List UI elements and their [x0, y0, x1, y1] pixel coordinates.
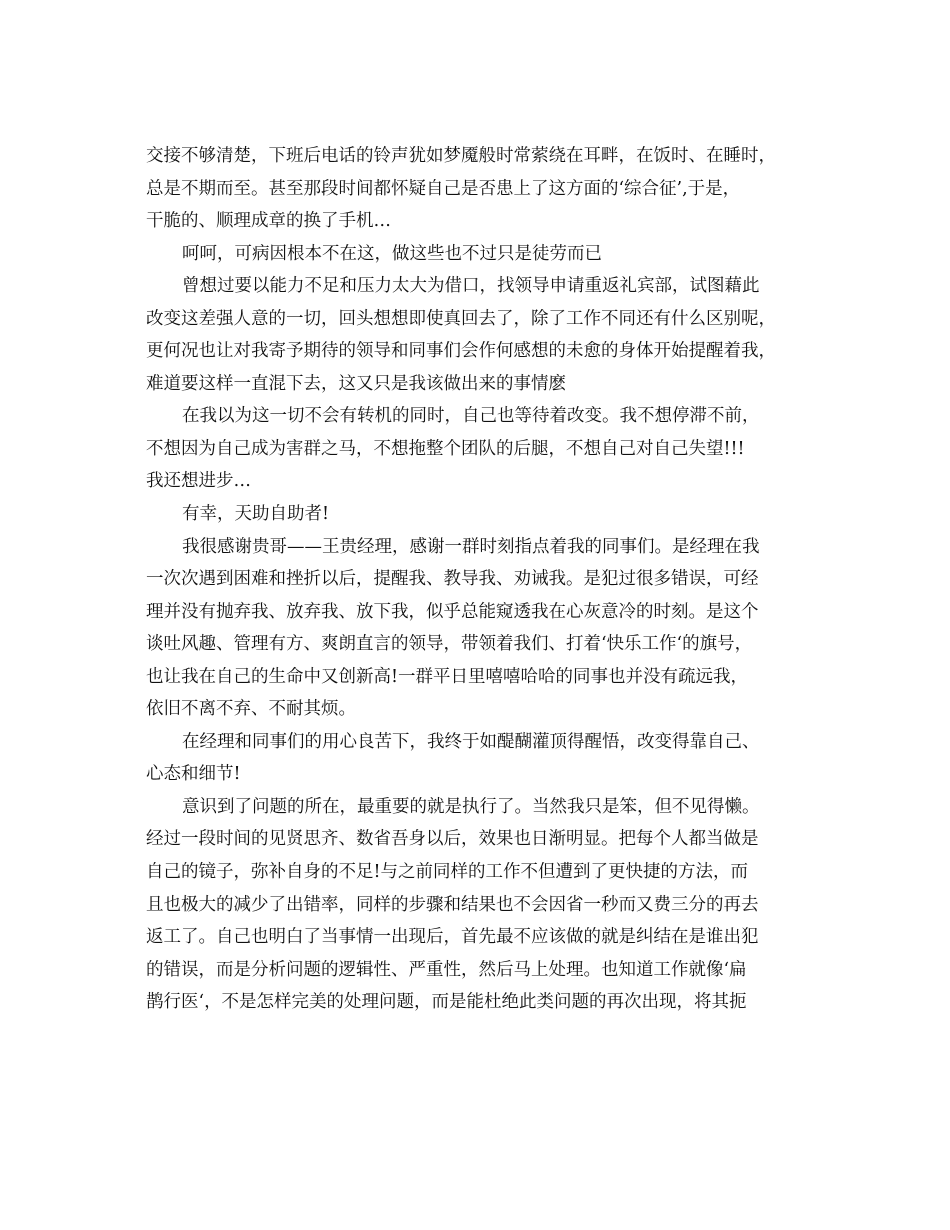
text-line: 谈吐风趣、管理有方、爽朗直言的领导，带领着我们、打着‘快乐工作‘的旗号， — [146, 634, 753, 655]
text-line: 心态和细节! — [146, 764, 241, 785]
text-line: 我还想进步… — [146, 471, 251, 492]
text-line: 更何况也让对我寄予期待的领导和同事们会作何感想的未愈的身体开始提醒着我， — [146, 341, 776, 362]
text-line: 交接不够清楚，下班后电话的铃声犹如梦魇般时常萦绕在耳畔，在饭时、在睡时， — [146, 146, 776, 166]
text-line: 意识到了问题的所在，最重要的就是执行了。当然我只是笨，但不见得懒。 — [182, 796, 760, 817]
text-line: 干脆的、顺理成章的换了手机… — [146, 211, 391, 232]
text-line: 在我以为这一切不会有转机的同时，自己也等待着改变。我不想停滞不前， — [182, 406, 760, 427]
text-line: 有幸，天助自助者! — [182, 504, 330, 525]
text-line: 经过一段时间的见贤思齐、数省吾身以后，效果也日渐明显。把每个人都当做是 — [146, 829, 759, 850]
text-line: 总是不期而至。甚至那段时间都怀疑自己是否患上了这方面的‘综合征’,于是， — [146, 178, 741, 199]
text-line: 且也极大的减少了出错率，同样的步骤和结果也不会因省一秒而又费三分的再去 — [146, 894, 759, 915]
text-line: 一次次遇到困难和挫折以后，提醒我、教导我、劝诫我。是犯过很多错误，可经 — [146, 569, 759, 590]
body-text — [146, 140, 806, 1019]
text-line: 鹊行医‘，不是怎样完美的处理问题，而是能杜绝此类问题的再次出现，将其扼 — [146, 992, 747, 1013]
text-line: 在经理和同事们的用心良苦下，我终于如醍醐灌顶得醒悟，改变得靠自己、 — [182, 731, 760, 752]
text-line: 不想因为自己成为害群之马，不想拖整个团队的后腿，不想自己对自己失望!!! — [146, 438, 745, 459]
text-line: 返工了。自己也明白了当事情一出现后，首先最不应该做的就是纠结在是谁出犯 — [146, 927, 759, 948]
text-line: 我很感谢贵哥——王贵经理，感谢一群时刻指点着我的同事们。是经理在我 — [182, 536, 760, 557]
text-line: 自己的镜子，弥补自身的不足!与之前同样的工作不但遭到了更快捷的方法，而 — [146, 862, 749, 883]
text-line: 难道要这样一直混下去，这又只是我该做出来的事情麽 — [146, 373, 566, 394]
text-line: 曾想过要以能力不足和压力太大为借口，找领导申请重返礼宾部，试图藉此 — [182, 276, 760, 297]
text-line: 呵呵，可病因根本不在这，做这些也不过只是徒劳而已 — [182, 243, 602, 264]
text-line: 依旧不离不弃、不耐其烦。 — [146, 699, 356, 720]
text-line: 改变这差强人意的一切，回头想想即使真回去了，除了工作不同还有什么区别呢， — [146, 308, 776, 329]
text-line: 也让我在自己的生命中又创新高!一群平日里嘻嘻哈哈的同事也并没有疏远我， — [146, 666, 749, 687]
text-line: 理并没有抛弃我、放弃我、放下我，似乎总能窥透我在心灰意冷的时刻。是这个 — [146, 601, 759, 622]
text-line: 的错误，而是分析问题的逻辑性、严重性，然后马上处理。也知道工作就像‘扁 — [146, 959, 747, 980]
